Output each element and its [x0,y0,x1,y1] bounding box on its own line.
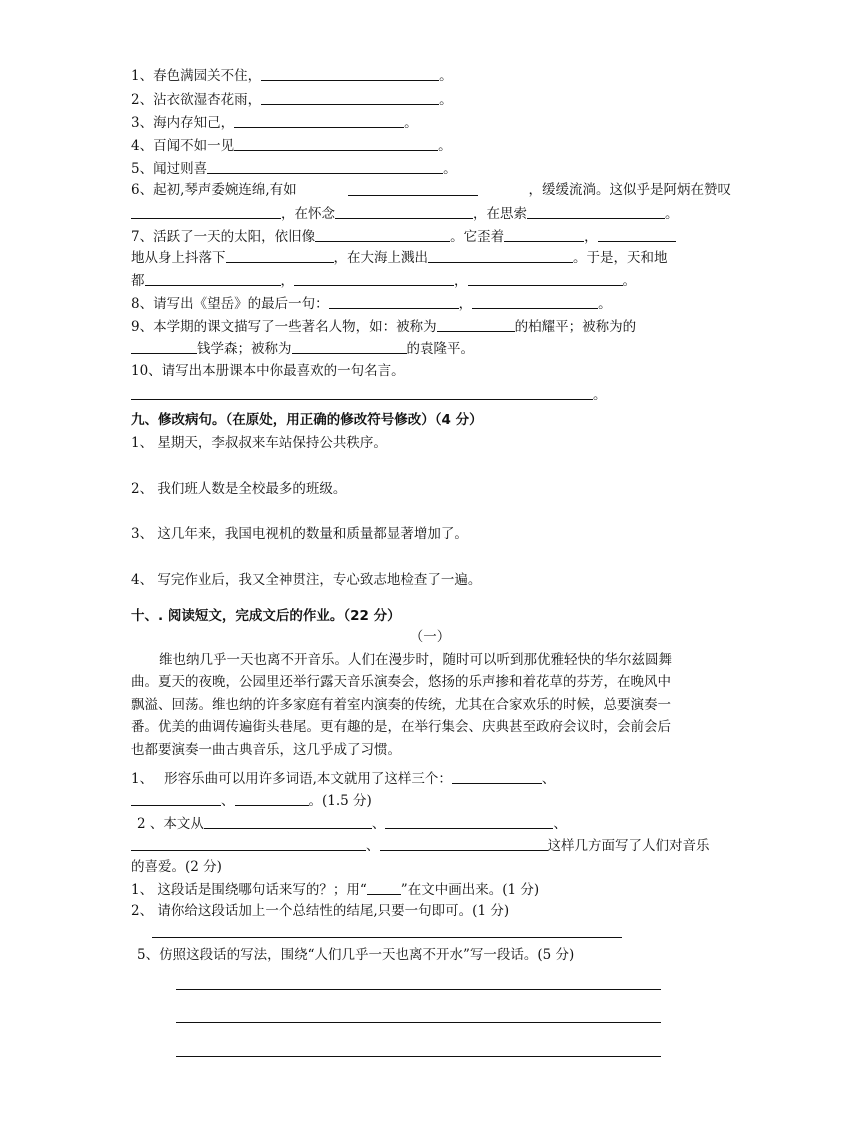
fill-q2: 2、沾衣欲湿杏花雨， 。 [131,92,453,108]
answer-blank[interactable] [527,204,665,219]
fill-q10-answer: 。 [131,385,607,404]
fill-q7-line1: 7、活跃了一天的太阳，依旧像 。它歪着 ， [131,227,676,246]
answer-blank[interactable] [207,159,443,174]
fill-q6-line1: 6、起初,琴声委婉连绵,有如 ，缓缓流淌。这似乎是阿炳在赞叹 [131,182,731,198]
subsection-title: （一） [409,629,451,645]
answer-blank[interactable] [504,227,584,242]
answer-line[interactable] [176,1022,661,1023]
section9-heading: 九、修改病句。（在原处，用正确的修改符号修改）（4 分） [131,412,483,428]
fill-q7-line2: 地从身上抖落下 ，在大海上溅出 。于是，天和地 [131,250,668,266]
answer-blank[interactable] [261,66,439,81]
reading-q3: 1、 这段话是围绕哪句话来写的？；用“ ”在文中画出来。(1 分) [131,882,540,898]
fill-q3: 3、海内存知己， 。 [131,115,418,131]
answer-blank[interactable] [131,791,221,806]
reading-q2-line3: 的喜爱。(2 分) [131,859,222,875]
passage-line: 飘溢、回荡。维也纳的许多家庭有着室内演奏的传统，尤其在合家欢乐的时候，总要演奏一 [131,696,671,713]
reading-passage [131,649,731,761]
answer-blank[interactable] [348,181,478,196]
answer-blank[interactable] [329,294,459,309]
answer-blank[interactable] [428,248,573,263]
passage-line: 曲。夏天的夜晚，公园里还举行露天音乐演奏会，悠扬的乐声掺和着花草的芬芳，在晚风中 [131,674,671,691]
answer-blank[interactable] [131,385,593,400]
fill-q9-line2: 钱学森；被称为 的袁隆平。 [131,339,474,358]
answer-blank[interactable] [261,90,439,105]
answer-blank[interactable] [131,204,281,219]
answer-line[interactable] [176,989,661,990]
answer-blank[interactable] [452,769,542,784]
answer-line[interactable] [176,1056,661,1057]
fill-q7-line3: 都 ， ， 。 [131,273,636,289]
section10-heading: 十、. 阅读短文，完成文后的作业。（22 分） [131,608,401,624]
reading-q5: 5、仿照这段话的写法，围绕“人们几乎一天也离不开水”写一段话。(5 分) [137,947,575,963]
fill-q1: 1、春色满园关不住， 。 [131,68,453,84]
answer-blank[interactable] [315,227,450,242]
fill-q10: 10、请写出本册课本中你最喜欢的一句名言。 [131,363,405,379]
answer-blank[interactable] [472,294,598,309]
sentence-item[interactable]: 4、 写完作业后，我又全神贯注，专心致志地检查了一遍。 [131,572,482,588]
sentence-item[interactable]: 2、 我们班人数是全校最多的班级。 [131,481,347,497]
answer-blank[interactable] [598,227,676,242]
reading-q1-line2: 、 。(1.5 分) [131,791,372,810]
passage-line: 维也纳几乎一天也离不开音乐。人们在漫步时，随时可以听到那优雅轻快的华尔兹圆舞 [159,652,672,668]
fill-q9-line1: 9、本学期的课文描写了一些著名人物，如：被称为 的柏耀平；被称为的 [131,319,637,335]
reading-q4: 2、 请你给这段话加上一个总结性的结尾,只要一句即可。(1 分) [131,903,510,919]
answer-blank[interactable] [131,836,366,851]
passage-line: 番。优美的曲调传遍街头巷尾。更有趣的是，在举行集会、庆典甚至政府会议时，会前会后 [131,719,671,736]
answer-blank[interactable] [234,113,404,128]
answer-blank[interactable] [204,814,372,829]
fill-q6-line2: ，在怀念 ，在思索 。 [131,204,679,223]
answer-blank[interactable] [235,791,309,806]
answer-blank[interactable] [226,248,334,263]
answer-blank[interactable] [294,271,454,286]
reading-q1-line1: 1、 形容乐曲可以用许多词语,本文就用了这样三个： 、 [131,771,556,787]
answer-blank[interactable] [468,271,623,286]
passage-line: 也都要演奏一曲古典音乐，这几乎成了习惯。 [131,741,401,758]
answer-blank[interactable] [437,317,515,332]
reading-q2-line1: 2 、本文从 、 、 [137,816,567,832]
answer-blank[interactable] [380,836,548,851]
reading-q2-line2: 、 这样几方面写了人们对音乐 [131,836,710,855]
answer-blank[interactable] [385,814,553,829]
answer-line[interactable] [152,937,622,938]
fill-q5: 5、闻过则喜 。 [131,161,457,177]
sentence-item[interactable]: 3、 这几年来，我国电视机的数量和质量都显著增加了。 [131,526,468,542]
fill-q4: 4、百闻不如一见 。 [131,138,452,154]
sentence-item[interactable]: 1、 星期天，李叔叔来车站保持公共秩序。 [131,435,387,451]
fill-q8: 8、请写出《望岳》的最后一句： ， 。 [131,296,612,312]
answer-blank[interactable] [367,880,401,895]
answer-blank[interactable] [234,136,438,151]
answer-blank[interactable] [145,271,281,286]
answer-blank[interactable] [292,339,407,354]
answer-blank[interactable] [131,339,197,354]
answer-blank[interactable] [335,204,473,219]
